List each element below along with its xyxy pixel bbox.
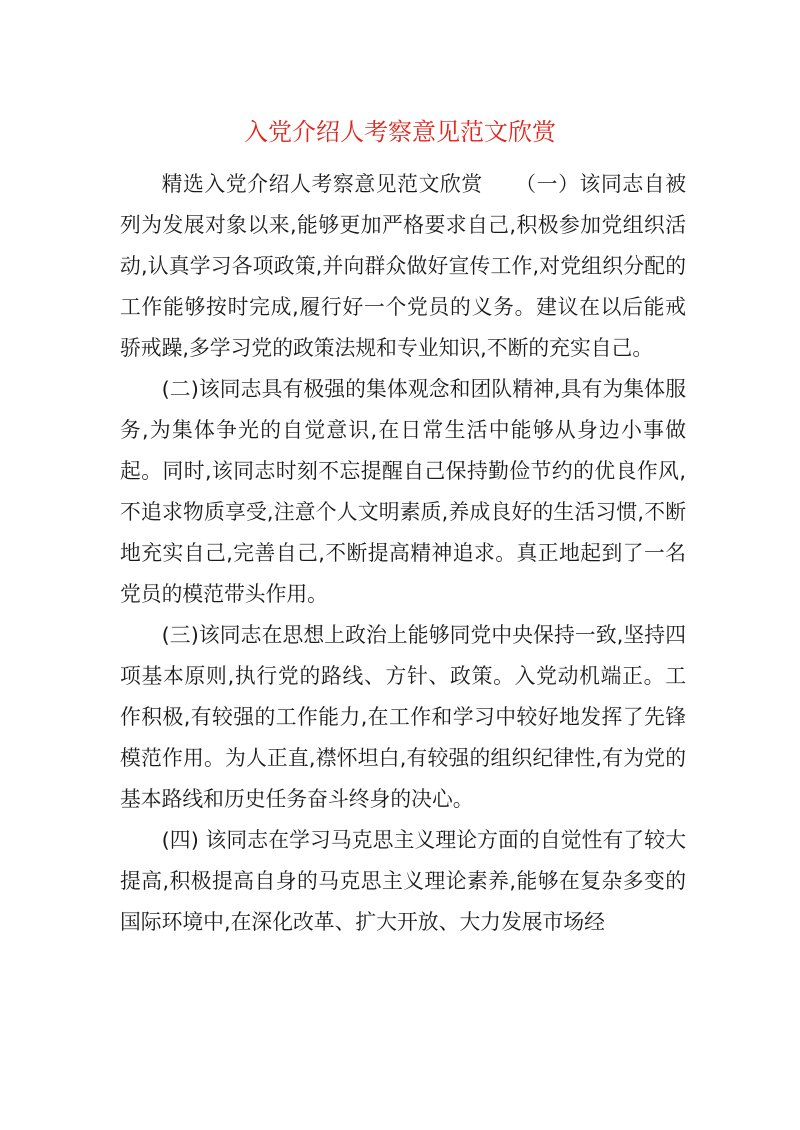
paragraph-3: (三)该同志在思想上政治上能够同党中央保持一致,坚持四项基本原则,执行党的路线、方针、政策。入党动机端正。工作积极,有较强的工作能力,在工作和学习中较好地发挥了先锋模范作用。为人正直,襟怀坦白,有较强的组织纪律性,有为党的基本路线和历史任务奋斗终身的决心。 xyxy=(120,623,686,811)
paragraph-4: (四) 该同志在学习马克思主义理论方面的自觉性有了较大提高,积极提高自身的马克思主义理论素养,能够在复杂多变的国际环境中,在深化改革、扩大开放、大力发展市场经 xyxy=(120,828,686,934)
paragraph-2: (二)该同志具有极强的集体观念和团队精神,具有为集体服务,为集体争光的自觉意识,在日常生活中能够从身边小事做起。同时,该同志时刻不忘提醒自己保持勤俭节约的优良作风,不追求物质享受,注意个人文明素质,养成良好的生活习惯,不断地充实自己,完善自己,不断提高精神追求。真正地起到了一名党员的模范带头作用。 xyxy=(120,377,686,606)
document-body xyxy=(120,164,686,943)
document-title: 入党介绍人考察意见范文欣赏 xyxy=(244,118,556,146)
paragraph-1: 精选入党介绍人考察意见范文欣赏 （一）该同志自被列为发展对象以来,能够更加严格要求自己,积极参加党组织活动,认真学习各项政策,并向群众做好宣传工作,对党组织分配的工作能够按时完成,履行好一个党员的义务。建议在以后能戒骄戒躁,多学习党的政策法规和专业知识,不断的充实自己。 xyxy=(120,172,686,360)
